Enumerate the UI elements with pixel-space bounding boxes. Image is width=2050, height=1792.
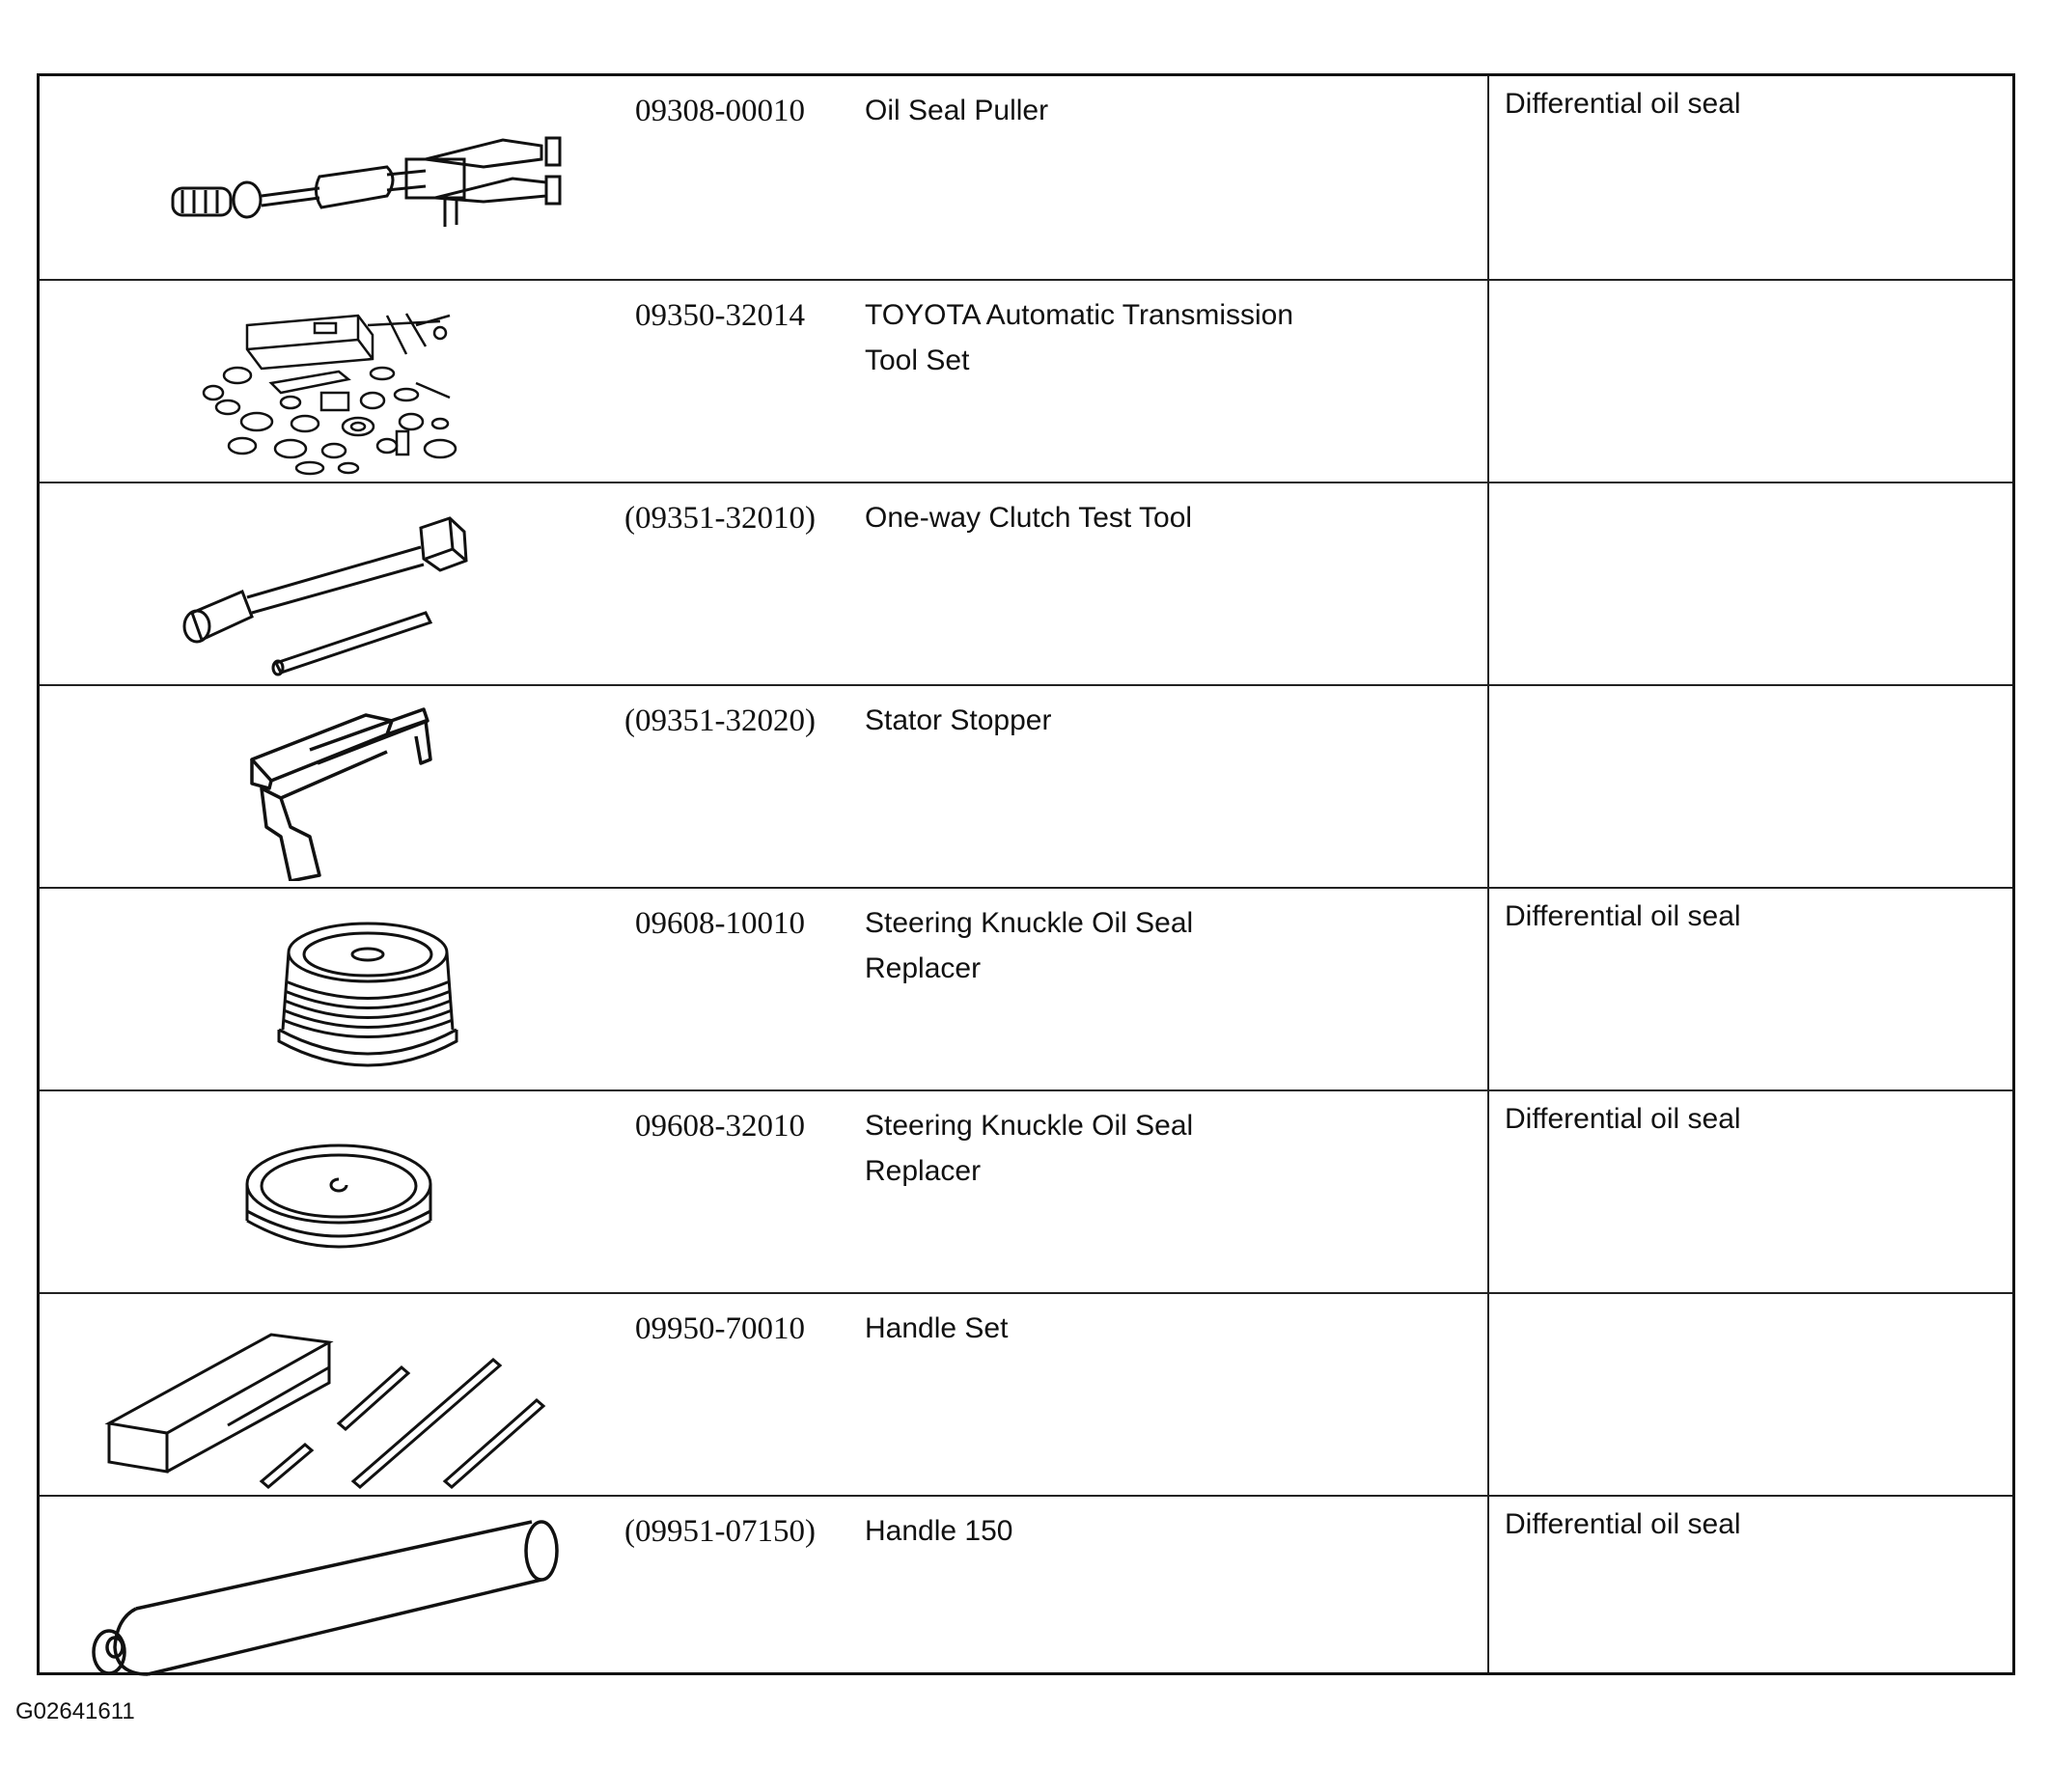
part-number: (09351-32010) xyxy=(624,501,816,536)
one-way-clutch-test-tool-illustration xyxy=(59,489,599,678)
part-number: 09350-32014 xyxy=(635,298,805,333)
column-divider xyxy=(1487,76,1489,1672)
tool-name: TOYOTA Automatic Transmission Tool Set xyxy=(865,299,1294,376)
part-number: (09951-07150) xyxy=(624,1514,816,1549)
part-number: 09608-10010 xyxy=(635,906,805,941)
transmission-tool-set-illustration xyxy=(59,287,599,476)
handle-set-illustration xyxy=(59,1300,599,1489)
handle-150-illustration xyxy=(59,1503,599,1692)
tool-use: Differential oil seal xyxy=(1505,1508,1741,1540)
figure-id: G02641611 xyxy=(15,1698,135,1724)
tool-name: Handle 150 xyxy=(865,1515,1013,1547)
table-row xyxy=(40,76,2012,279)
part-number: 09950-70010 xyxy=(635,1311,805,1346)
table-row xyxy=(40,1089,2012,1292)
tool-name: Oil Seal Puller xyxy=(865,95,1049,126)
tool-name: Steering Knuckle Oil Seal Replacer xyxy=(865,1110,1194,1187)
oil-seal-puller-illustration xyxy=(59,82,599,271)
table-row xyxy=(40,1292,2012,1495)
part-number: (09351-32020) xyxy=(624,703,816,738)
table-row xyxy=(40,1495,2012,1697)
tool-name: Stator Stopper xyxy=(865,704,1052,736)
tool-use: Differential oil seal xyxy=(1505,88,1741,120)
tool-name: One-way Clutch Test Tool xyxy=(865,502,1193,534)
tool-name: Steering Knuckle Oil Seal Replacer xyxy=(865,907,1194,984)
oil-seal-replacer-10010-illustration xyxy=(59,895,599,1084)
table-row xyxy=(40,887,2012,1089)
part-number: 09308-00010 xyxy=(635,94,805,128)
stator-stopper-illustration xyxy=(59,692,599,881)
tool-name: Handle Set xyxy=(865,1312,1009,1344)
table-row xyxy=(40,482,2012,684)
table-row xyxy=(40,684,2012,887)
tool-use: Differential oil seal xyxy=(1505,1103,1741,1135)
table-row xyxy=(40,279,2012,482)
part-number: 09608-32010 xyxy=(635,1109,805,1144)
oil-seal-replacer-32010-illustration xyxy=(59,1097,599,1286)
special-service-tools-table xyxy=(37,73,2015,1675)
tool-use: Differential oil seal xyxy=(1505,900,1741,932)
